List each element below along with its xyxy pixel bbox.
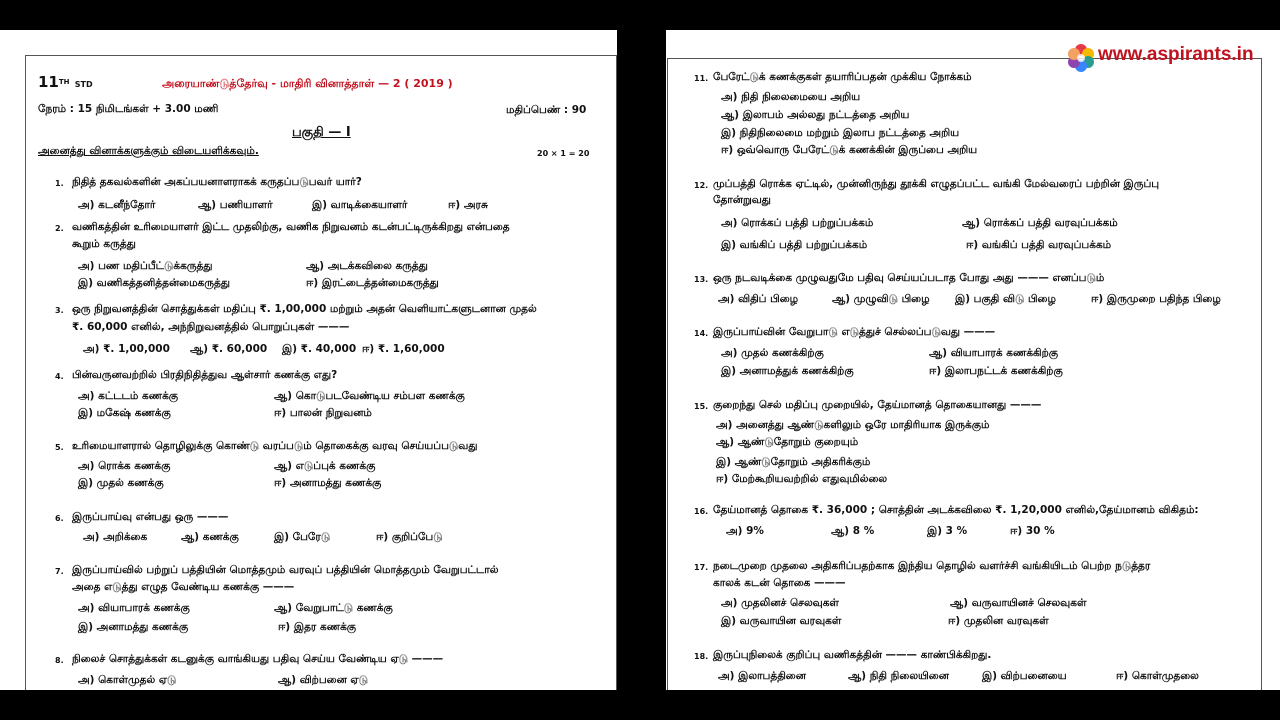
option-a: அ) பண மதிப்பீட்டுக்கருத்து (78, 260, 213, 272)
right-page (666, 30, 1280, 690)
question-text: ஒரு நிறுவனத்தின் சொத்துக்கள் மதிப்பு ₹. 1,00,000 மற்றும் அதன் வெளியாட்களுடனான முதல் (72, 303, 537, 315)
option-d: ஈ) கொள்முதலை (1116, 670, 1199, 682)
option-b: ஆ) பணியாளர் (198, 199, 273, 211)
option-a: அ) ரொக்க கணக்கு (78, 460, 171, 472)
option-d: ஈ) அரசு (448, 199, 488, 211)
option-b: ஆ) எடுப்புக் கணக்கு (274, 460, 376, 472)
question-number: 12. (694, 181, 709, 190)
question-number: 13. (694, 275, 709, 284)
exam-marks: மதிப்பெண் : 90 (506, 104, 587, 116)
question-text: பேரேட்டுக் கணக்குகள் தயாரிப்பதன் முக்கிய நோக்கம் (713, 71, 972, 83)
option-b: ஆ) கொடுபடவேண்டிய சம்பள கணக்கு (274, 390, 465, 402)
option-d: ஈ) இதர கணக்கு (278, 621, 357, 633)
option-b: ஆ) ₹. 60,000 (190, 343, 268, 355)
section-heading: பகுதி — I (292, 125, 351, 140)
question-text: தேய்மானத் தொகை ₹. 36,000 ; சொத்தின் அடக்கவிலை ₹. 1,20,000 எனில்,தேய்மானம் விகிதம்: (713, 504, 1199, 516)
option-b: ஆ) இலாபம் அல்லது நட்டத்தை அறிய (721, 109, 910, 121)
option-c: இ) 3 % (927, 525, 968, 537)
option-d: ஈ) 30 % (1010, 525, 1055, 537)
marks-formula: 20 × 1 = 20 (537, 149, 590, 158)
exam-title: அரையாண்டுத்தேர்வு - மாதிரி வினாத்தாள் — 2 ( 2019 ) (162, 77, 453, 90)
option-b: ஆ) நிதி நிலையினை (848, 670, 949, 682)
option-a: அ) கடனீந்தோர் (78, 199, 156, 211)
question-number: 16. (694, 507, 709, 516)
option-b: ஆ) வேறுபாட்டு கணக்கு (274, 602, 393, 614)
question-text-line2: அதை எடுத்து எழுத வேண்டிய கணக்கு ——— (72, 581, 295, 593)
question-text: நிதித் தகவல்களின் அகப்பயனாளராகக் கருதப்படுபவர் யார்? (72, 176, 362, 188)
option-d: ஈ) வங்கிப் பத்தி வரவுப்பக்கம் (966, 239, 1112, 251)
option-a: அ) 9% (726, 525, 764, 537)
question-text-line2: கூறும் கருத்து (72, 238, 136, 250)
question-number: 2. (55, 224, 64, 233)
option-c: இ) ஆண்டுதோறும் அதிகரிக்கும் (716, 456, 871, 468)
std-label (38, 75, 93, 92)
question-text: நிலைச் சொத்துக்கள் கடனுக்கு வாங்கியது பதிவு செய்ய வேண்டிய ஏடு ——— (72, 653, 444, 665)
question-text: முப்பத்தி ரொக்க ஏட்டில், முன்னிருந்து தூக்கி எழுதப்பட்ட வங்கி மேல்வரைப் பற்றின் இருப்பு (713, 178, 1160, 190)
option-c: இ) பேரேடு (274, 531, 331, 543)
option-b: ஆ) 8 % (831, 525, 875, 537)
option-c: இ) நிதிநிலைமை மற்றும் இலாப நட்டத்தை அறிய (721, 127, 960, 139)
option-c: இ) மகேஷ் கணக்கு (78, 407, 171, 419)
option-c: இ) வங்கிப் பத்தி பற்றுப்பக்கம் (721, 239, 868, 251)
option-b: ஆ) கணக்கு (181, 531, 239, 543)
question-number: 18. (694, 652, 709, 661)
option-d: ஈ) பாலன் நிறுவனம் (274, 407, 372, 419)
option-b: ஆ) விற்பனை ஏடு (278, 674, 368, 686)
flower-logo-icon (1066, 43, 1096, 73)
option-c: இ) அனாமத்து கணக்கு (78, 621, 189, 633)
option-b: ஆ) முழுவிடு பிழை (832, 293, 930, 305)
option-c: இ) முதல் கணக்கு (78, 477, 164, 489)
question-number: 7. (55, 567, 64, 576)
option-a: அ) முதல் கணக்கிற்கு (721, 347, 824, 359)
option-b: ஆ) ஆண்டுதோறும் குறையும் (716, 436, 859, 448)
option-c: இ) விற்பனையை (982, 670, 1067, 682)
option-b: ஆ) ரொக்கப் பத்தி வரவுப்பக்கம் (962, 217, 1118, 229)
question-number: 4. (55, 372, 64, 381)
option-a: அ) அனைத்து ஆண்டுகளிலும் ஒரே மாதிரியாக இருக்கும் (716, 419, 990, 431)
question-text: இருப்பாய்வின் வேறுபாடு எடுத்துச் செல்லப்படுவது ——— (713, 326, 996, 338)
question-text-line2: காலக் கடன் தொகை ——— (713, 577, 846, 589)
exam-time: நேரம் : 15 நிமிடங்கள் + 3.00 மணி (38, 103, 219, 115)
question-number: 6. (55, 514, 64, 523)
question-number: 17. (694, 563, 709, 572)
question-number: 3. (55, 306, 64, 315)
option-c: இ) அனாமத்துக் கணக்கிற்கு (721, 365, 854, 377)
std-suffix: STD (74, 80, 93, 89)
option-d: ஈ) இருமுறை பதிந்த பிழை (1091, 293, 1221, 305)
option-c: இ) ₹. 40,000 (282, 343, 357, 355)
website-watermark: www.aspirants.in (1098, 44, 1254, 65)
option-a: அ) இலாபத்தினை (718, 670, 806, 682)
option-a: அ) ₹. 1,00,000 (83, 343, 170, 355)
question-text: நடைமுறை முதலை அதிகரிப்பதற்காக இந்திய தொழில் வளர்ச்சி வங்கியிடம் பெற்ற நடுத்தர (713, 560, 1151, 572)
question-text: உரிமையாளரால் தொழிலுக்கு கொண்டு வரப்படும் தொகைக்கு வரவு செய்யப்படுவது (72, 440, 478, 452)
std-number: 11 (38, 73, 59, 91)
option-c: இ) பகுதி விடு பிழை (955, 293, 1056, 305)
option-d: ஈ) குறிப்பேடு (376, 531, 443, 543)
option-a: அ) கட்டடம் கணக்கு (78, 390, 179, 402)
option-a: அ) நிதி நிலைமையை அறிய (721, 91, 861, 103)
option-d: ஈ) ஒவ்வொரு பேரேட்டுக் கணக்கின் இருப்பை அறிய (721, 144, 978, 156)
question-number: 15. (694, 402, 709, 411)
option-d: ஈ) மேற்கூறியவற்றில் எதுவுமில்லை (716, 473, 888, 485)
option-a: அ) முதலினச் செலவுகள் (721, 597, 839, 609)
option-b: ஆ) அடக்கவிலை கருத்து (306, 260, 428, 272)
question-number: 8. (55, 656, 64, 665)
question-number: 14. (694, 329, 709, 338)
instruction: அனைத்து வினாக்களுக்கும் விடையளிக்கவும். (38, 145, 259, 157)
option-a: அ) விதிப் பிழை (718, 293, 799, 305)
option-b: ஆ) வருவாயினச் செலவுகள் (950, 597, 1087, 609)
option-c: இ) வணிகத்தனித்தன்மைகருத்து (78, 277, 230, 289)
option-d: ஈ) இரட்டைத்தன்மைகருத்து (306, 277, 439, 289)
question-text: வணிகத்தின் உரிமையாளர் இட்ட முதலிற்கு, வணிக நிறுவனம் கடன்பட்டிருக்கிறது என்பதை (72, 221, 510, 233)
option-c: இ) வருவாயின வரவுகள் (721, 615, 842, 627)
option-d: ஈ) ₹. 1,60,000 (362, 343, 445, 355)
question-text-line2: ₹. 60,000 எனில், அந்நிறுவனத்தில் பொறுப்புகள் ——— (72, 321, 350, 333)
question-text: இருப்புநிலைக் குறிப்பு வணிகத்தின் ——— காண்பிக்கிறது. (713, 649, 992, 661)
option-c: இ) வாடிக்கையாளர் (312, 199, 408, 211)
option-d: ஈ) இலாபநட்டக் கணக்கிற்கு (929, 365, 1063, 377)
question-number: 5. (55, 443, 64, 452)
option-d: ஈ) முதலின வரவுகள் (948, 615, 1049, 627)
question-text: இருப்பாய்வில் பற்றுப் பத்தியின் மொத்தமும் வரவுப் பத்தியின் மொத்தமும் வேறுபட்டால் (72, 564, 499, 576)
option-a: அ) கொள்முதல் ஏடு (78, 674, 177, 686)
option-a: அ) வியாபாரக் கணக்கு (78, 602, 190, 614)
question-number: 11. (694, 74, 709, 83)
option-d: ஈ) அனாமத்து கணக்கு (274, 477, 382, 489)
left-page (0, 30, 617, 690)
question-text-line2: தோன்றுவது (713, 194, 771, 206)
option-b: ஆ) வியாபாரக் கணக்கிற்கு (929, 347, 1059, 359)
question-text: குறைந்து செல் மதிப்பு முறையில், தேய்மானத் தொகையானது ——— (713, 399, 1042, 411)
question-text: ஒரு நடவடிக்கை முழுவதுமே பதிவு செய்யப்படாத போது அது ——— எனப்படும் (713, 272, 1105, 284)
question-text: இருப்பாய்வு என்பது ஒரு ——— (72, 511, 229, 523)
question-number: 1. (55, 179, 64, 188)
option-a: அ) அறிக்கை (83, 531, 148, 543)
option-a: அ) ரொக்கப் பத்தி பற்றுப்பக்கம் (721, 217, 874, 229)
question-text: பின்வருனவற்றில் பிரதிநிதித்துவ ஆள்சார் கணக்கு எது? (72, 369, 338, 381)
std-superscript: TH (58, 78, 70, 86)
